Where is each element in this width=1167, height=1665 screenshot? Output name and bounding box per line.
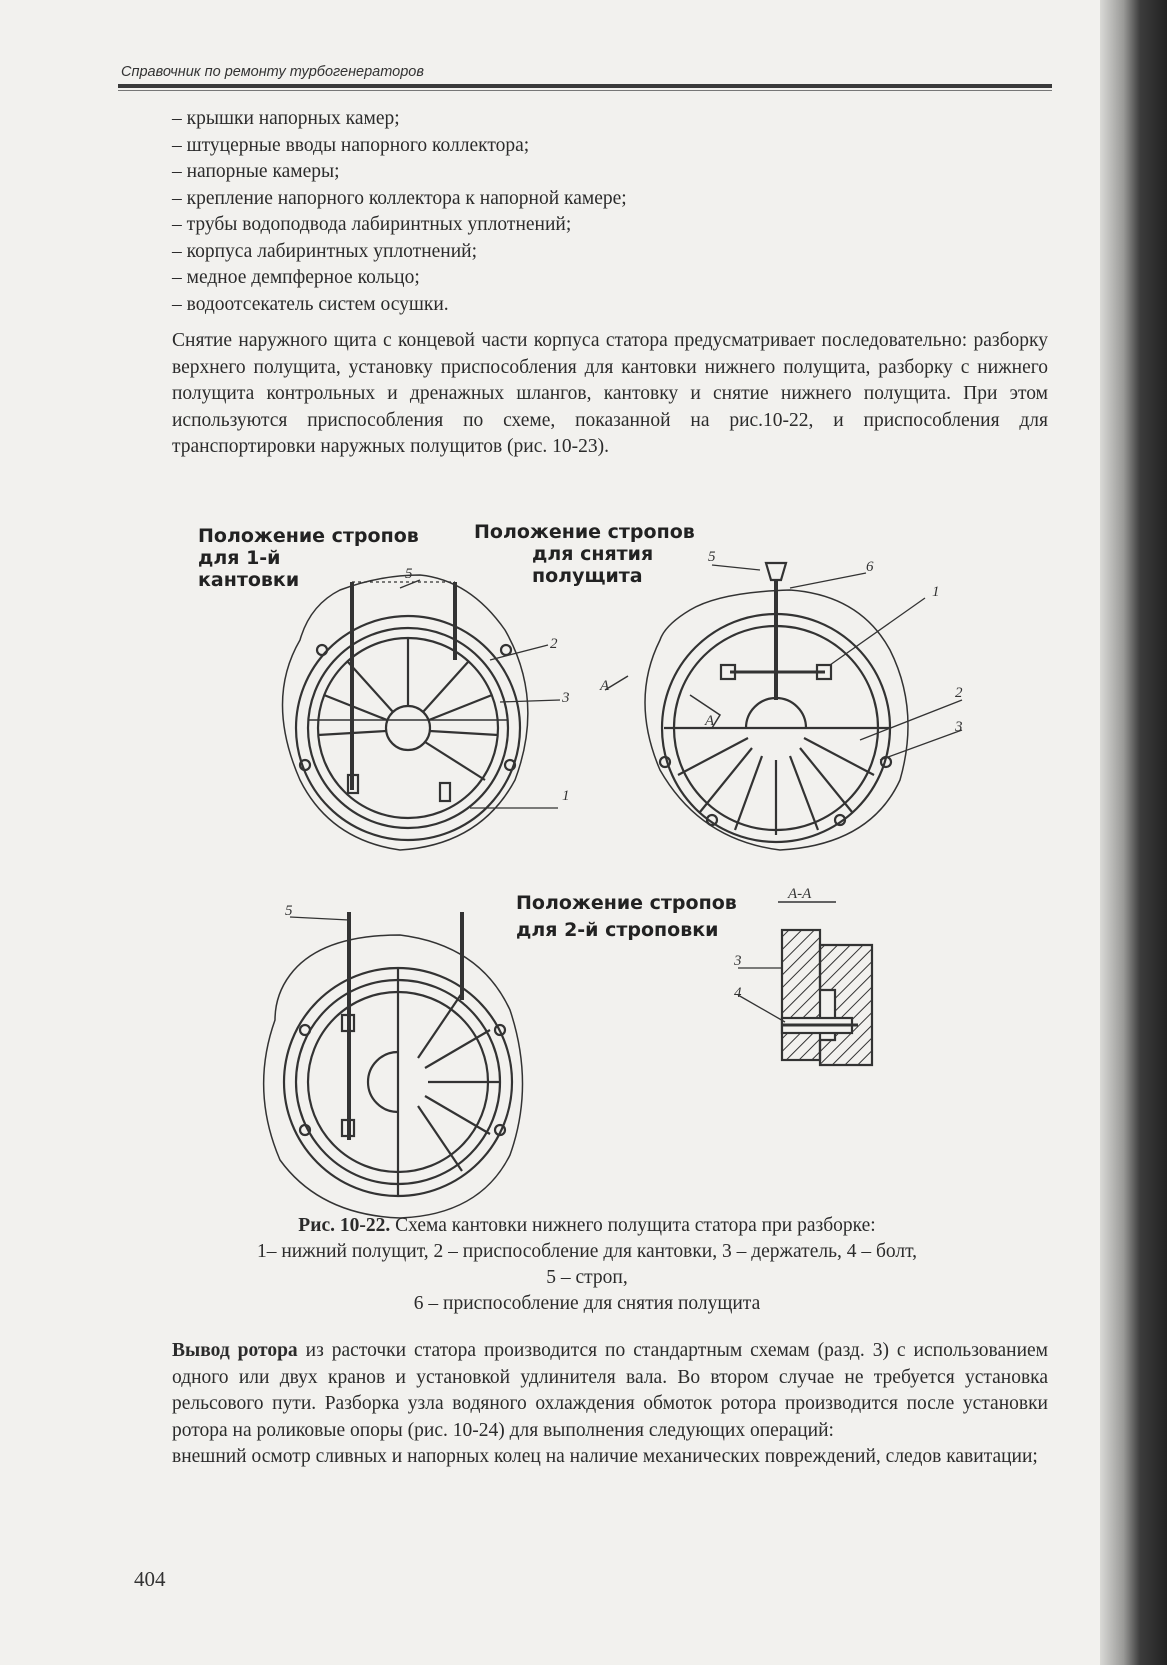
paragraph-bold-term: Вывод ротора — [172, 1340, 298, 1361]
callout-5b: 5 — [708, 549, 716, 565]
list-item: – крепление напорного коллектора к напорной камере; — [172, 187, 627, 209]
callout-3a: 3 — [562, 690, 570, 706]
callout-2a: 2 — [550, 636, 558, 652]
figure-label-second-sling: Положение стропов для 2-й строповки — [516, 892, 737, 941]
callout-4d: 4 — [734, 985, 742, 1001]
list-item: – корпуса лабиринтных уплотнений; — [172, 240, 478, 262]
list-item: – медное демпферное кольцо; — [172, 267, 420, 288]
caption-line: 5 – строп, — [546, 1267, 628, 1288]
diagram-removal — [605, 563, 962, 850]
list-item: – водоотсекатель систем осушки. — [172, 293, 449, 315]
list-item: – штуцерные вводы напорного коллектора; — [172, 134, 530, 156]
running-header: Справочник по ремонту турбогенераторов — [121, 64, 424, 80]
paragraph-text: внешний осмотр сливных и напорных колец на наличие механических повреждений, следов кавитации; — [172, 1446, 1038, 1467]
figure-caption — [126, 1213, 1048, 1317]
callout-1a: 1 — [562, 788, 570, 804]
caption-number: Рис. 10-22. — [298, 1215, 391, 1236]
paragraph-rotor — [126, 1338, 1048, 1471]
caption-line: 1– нижний полущит, 2 – приспособление для кантовки, 3 – держатель, 4 – болт, — [256, 1241, 918, 1262]
caption-line: 6 – приспособление для снятия полущита — [413, 1293, 761, 1314]
callout-3d: 3 — [734, 953, 742, 969]
list-item: – трубы водоподвода лабиринтных уплотнений; — [172, 214, 572, 235]
figure-label-removal: Положение стропов для снятия полущита — [474, 521, 695, 587]
section-a-a — [738, 902, 872, 1065]
callout-3b: 3 — [955, 719, 963, 735]
paragraph-text: Снятие наружного щита с концевой части корпуса статора предусматривает последовательно: разборку верхнего полущита, установку приспособления для кантовки нижнего полущита, разборку с нижнего полущита контрольных и дренажных шлангов, кантовку и снятие нижнего полущита. При этом используются приспособления по схеме, показанной на рис.10-22, и приспособления для транспортировки наружных полущитов (рис. 10-23). — [172, 330, 1048, 457]
callout-1b: 1 — [932, 584, 940, 600]
section-title: А-А — [788, 886, 812, 902]
list-item: – крышки напорных камер; — [172, 108, 400, 129]
list-item: – напорные камеры; — [172, 161, 340, 182]
callout-labels — [285, 549, 963, 1001]
callout-2b: 2 — [955, 685, 963, 701]
callout-5a: 5 — [405, 566, 413, 582]
page-number: 404 — [134, 1567, 166, 1591]
section-mark-a: А — [600, 678, 610, 694]
diagram-first-turn — [283, 575, 561, 850]
callout-6b: 6 — [866, 559, 874, 575]
caption-title: Схема кантовки нижнего полущита статора при разборке: — [395, 1215, 876, 1236]
section-mark-a-inner: А — [705, 713, 715, 729]
figure-label-first-turn: Положение стропов для 1-й кантовки — [198, 525, 419, 591]
callout-5c: 5 — [285, 903, 293, 919]
paragraph-text: из расточки статора производится по стандартным схемам (разд. 3) с использованием одного или двух кранов и установкой удлинителя вала. Во втором случае не требуется установка рельсового пути. Разборка узла водяного охлаждения обмоток ротора производится после установки ротора на роликовые опоры (рис. 10-24) для выполнения следующих операций: — [172, 1340, 1049, 1441]
diagram-second-sling — [264, 912, 523, 1218]
